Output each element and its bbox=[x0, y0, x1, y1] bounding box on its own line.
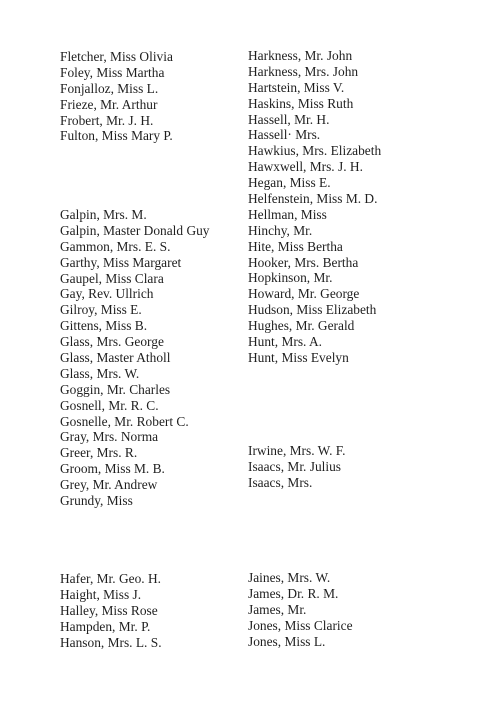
passenger-name: Galpin, Master Donald Guy bbox=[60, 222, 210, 238]
passenger-name: Gosnelle, Mr. Robert C. bbox=[60, 413, 189, 429]
passenger-name: Hampden, Mr. P. bbox=[60, 618, 151, 634]
passenger-name: Glass, Mrs. W. bbox=[60, 365, 140, 381]
passenger-name: Hunt, Miss Evelyn bbox=[248, 349, 349, 365]
passenger-name: Groom, Miss M. B. bbox=[60, 461, 165, 477]
passenger-name: Garthy, Miss Margaret bbox=[60, 254, 182, 270]
passenger-name: Howard, Mr. George bbox=[248, 286, 360, 302]
passenger-name: Hawxwell, Mrs. J. H. bbox=[248, 159, 363, 175]
passenger-name: Hegan, Miss E. bbox=[248, 175, 331, 191]
passenger-name: Isaacs, Mr. Julius bbox=[248, 458, 341, 474]
passenger-name: Hawkius, Mrs. Elizabeth bbox=[248, 143, 382, 159]
passenger-name: Glass, Master Atholl bbox=[60, 350, 171, 366]
passenger-name: Hellman, Miss bbox=[248, 206, 327, 222]
passenger-name: Gittens, Miss B. bbox=[60, 318, 148, 334]
passenger-name: Hassell· Mrs. bbox=[248, 127, 321, 143]
passenger-name: Hudson, Miss Elizabeth bbox=[248, 302, 377, 318]
passenger-name: Goggin, Mr. Charles bbox=[60, 381, 171, 397]
passenger-name: Greer, Mrs. R. bbox=[60, 445, 138, 461]
passenger-name: Gosnell, Mr. R. C. bbox=[60, 397, 159, 413]
passenger-name: Hite, Miss Bertha bbox=[248, 238, 343, 254]
passenger-name: Frobert, Mr. J. H. bbox=[60, 112, 154, 128]
passenger-name: James, Dr. R. M. bbox=[248, 585, 339, 601]
passenger-name: Glass, Mrs. George bbox=[60, 334, 164, 350]
passenger-name: Halley, Miss Rose bbox=[60, 602, 158, 618]
passenger-name: Grundy, Miss bbox=[60, 493, 133, 509]
passenger-name: Gilroy, Miss E. bbox=[60, 302, 142, 318]
passenger-name: Hunt, Mrs. A. bbox=[248, 334, 323, 350]
passenger-name: Hopkinson, Mr. bbox=[248, 270, 333, 286]
left-group-h bbox=[60, 571, 260, 650]
passenger-name: Hassell, Mr. H. bbox=[248, 111, 330, 127]
left-group-f bbox=[60, 49, 260, 144]
passenger-name: Fulton, Miss Mary P. bbox=[60, 128, 173, 144]
passenger-name: Haight, Miss J. bbox=[60, 586, 142, 602]
passenger-name: Hartstein, Miss V. bbox=[248, 79, 345, 95]
right-group-i bbox=[248, 443, 448, 491]
passenger-name: Isaacs, Mrs. bbox=[248, 474, 313, 490]
passenger-name: Jones, Miss Clarice bbox=[248, 617, 353, 633]
passenger-name: Gray, Mrs. Norma bbox=[60, 429, 159, 445]
passenger-name: Gaupel, Miss Clara bbox=[60, 270, 164, 286]
passenger-name: Gammon, Mrs. E. S. bbox=[60, 238, 171, 254]
passenger-name: Jaines, Mrs. W. bbox=[248, 570, 331, 585]
passenger-name: Fletcher, Miss Olivia bbox=[60, 49, 173, 64]
passenger-name: Hafer, Mr. Geo. H. bbox=[60, 571, 161, 586]
passenger-name: Hinchy, Mr. bbox=[248, 222, 313, 238]
passenger-name: Hughes, Mr. Gerald bbox=[248, 318, 355, 334]
passenger-name: Gay, Rev. Ullrich bbox=[60, 286, 154, 302]
passenger-name: Harkness, Mr. John bbox=[248, 48, 353, 63]
right-group-j bbox=[248, 570, 448, 649]
passenger-name: Jones, Miss L. bbox=[248, 633, 326, 649]
left-group-g bbox=[60, 207, 260, 509]
passenger-name: Frieze, Mr. Arthur bbox=[60, 96, 158, 112]
passenger-name: Grey, Mr. Andrew bbox=[60, 477, 158, 493]
passenger-name: Galpin, Mrs. M. bbox=[60, 207, 147, 222]
right-group-h bbox=[248, 48, 448, 366]
passenger-name: Fonjalloz, Miss L. bbox=[60, 80, 159, 96]
passenger-name: James, Mr. bbox=[248, 601, 307, 617]
passenger-name: Hooker, Mrs. Bertha bbox=[248, 254, 359, 270]
passenger-name: Foley, Miss Martha bbox=[60, 64, 165, 80]
passenger-name: Harkness, Mrs. John bbox=[248, 63, 359, 79]
passenger-name: Irwine, Mrs. W. F. bbox=[248, 443, 346, 458]
passenger-name: Haskins, Miss Ruth bbox=[248, 95, 354, 111]
passenger-name: Helfenstein, Miss M. D. bbox=[248, 191, 378, 207]
passenger-name: Hanson, Mrs. L. S. bbox=[60, 634, 162, 650]
